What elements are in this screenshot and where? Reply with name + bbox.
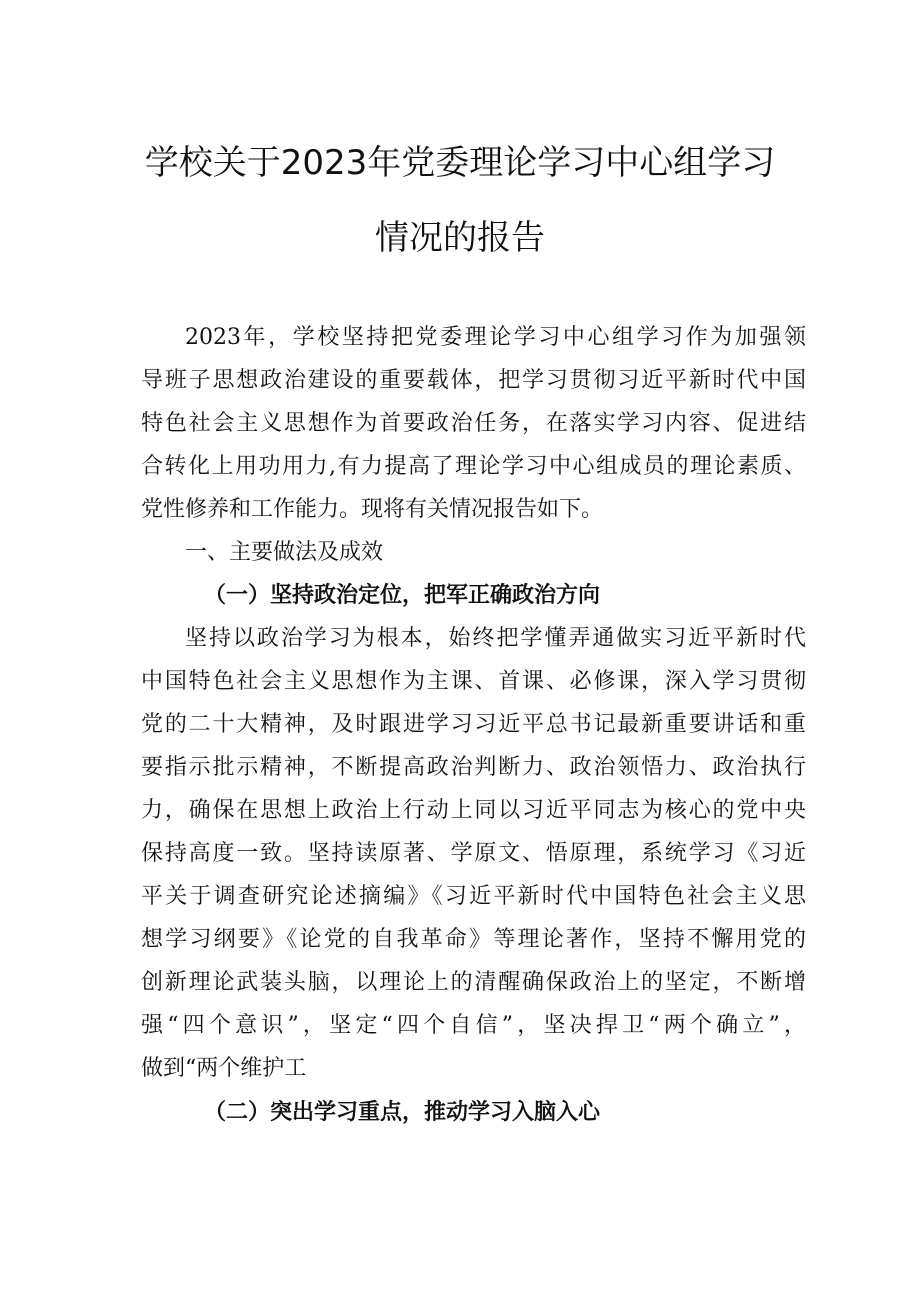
document-title-line-1: 学校关于2023年党委理论学习中心组学习 [144,143,776,183]
body-paragraph-line: 做到“两个维护工 [141,1056,307,1081]
intro-paragraph-line: 2023年，学校坚持把党委理论学习中心组学习作为加强领 [185,325,806,350]
section-heading: 一、主要做法及成效 [185,540,384,565]
intro-paragraph-line: 合转化上用功用力,有力提高了理论学习中心组成员的理论素质、 [141,454,806,479]
intro-paragraph-line: 特色社会主义思想作为首要政治任务，在落实学习内容、促进结 [141,411,806,436]
body-paragraph-line: 坚持以政治学习为根本，始终把学懂弄通做实习近平新时代 [185,626,806,651]
intro-paragraph-line: 党性修养和工作能力。现将有关情况报告如下。 [141,497,604,522]
body-paragraph-line: 要指示批示精神，不断提高政治判断力、政治领悟力、政治执行 [141,755,806,780]
body-paragraph-line: 想学习纲要》《论党的自我革命》等理论著作，坚持不懈用党的 [141,927,806,952]
document-title-line-2: 情况的报告 [375,218,545,258]
subsection-heading: （二）突出学习重点，推动学习入脑入心 [204,1099,601,1125]
body-paragraph-line: 党的二十大精神，及时跟进学习习近平总书记最新重要讲话和重 [141,712,806,737]
body-paragraph-line: 力，确保在思想上政治上行动上同以习近平同志为核心的党中央 [141,798,806,823]
intro-paragraph-line: 导班子思想政治建设的重要载体，把学习贯彻习近平新时代中国 [141,368,806,393]
body-paragraph-line: 保持高度一致。坚持读原著、学原文、悟原理，系统学习《习近 [141,841,806,866]
subsection-heading: （一）坚持政治定位，把军正确政治方向 [204,582,601,608]
body-paragraph-line: 强“四个意识”，坚定“四个自信”，坚决捍卫“两个确立”， [141,1013,806,1038]
body-paragraph-line: 中国特色社会主义思想作为主课、首课、必修课，深入学习贯彻 [141,669,806,694]
body-paragraph-line: 创新理论武装头脑，以理论上的清醒确保政治上的坚定，不断增 [141,970,806,995]
body-paragraph-line: 平关于调查研究论述摘编》《习近平新时代中国特色社会主义思 [141,884,806,909]
